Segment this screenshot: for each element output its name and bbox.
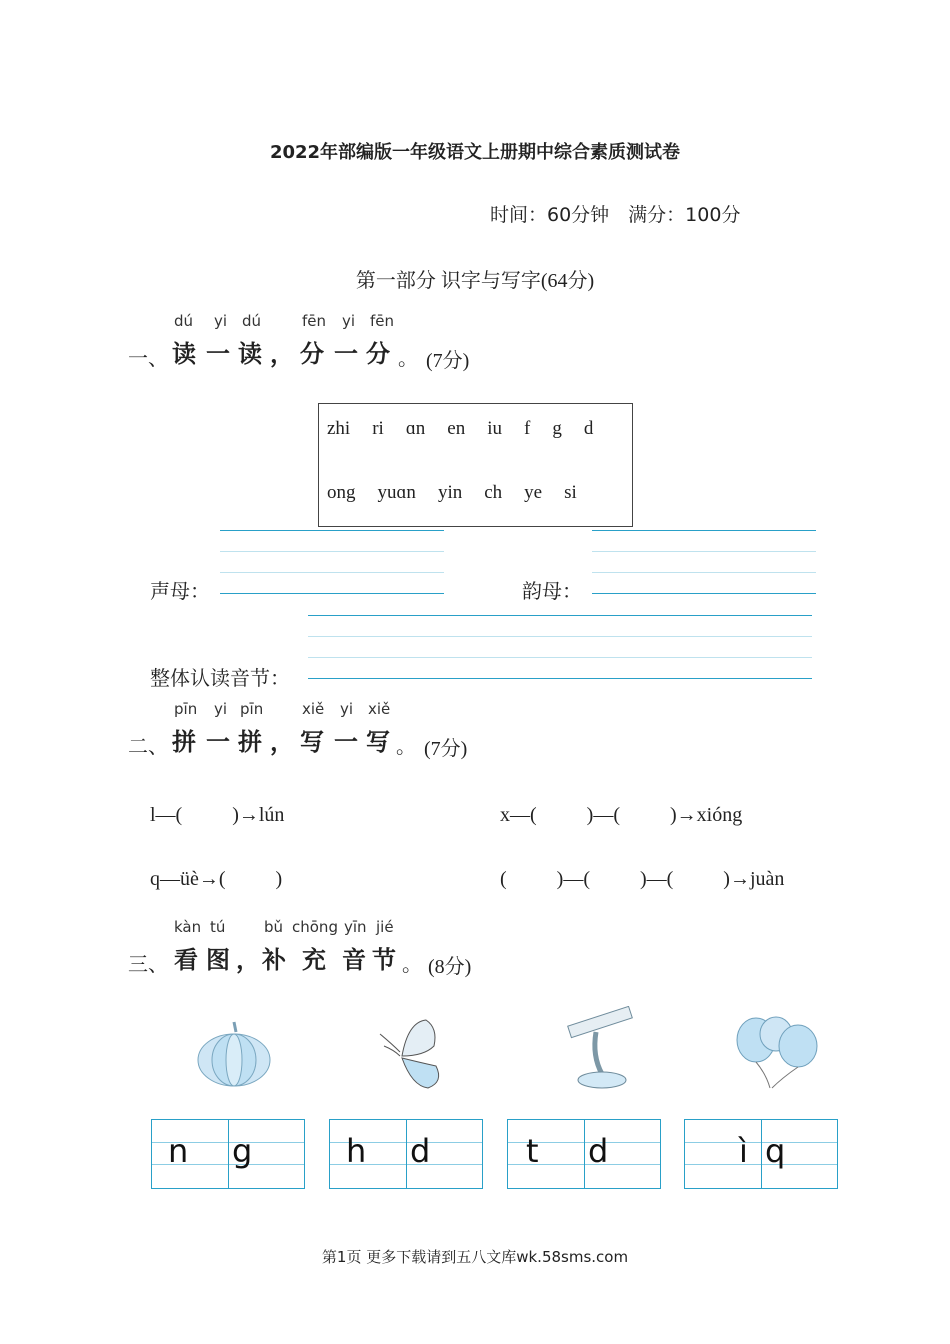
part-heading: 第一部分 识字与写字(64分) [355, 270, 595, 292]
writing-lines-shengmu[interactable] [220, 530, 444, 614]
question-number: 二、 [128, 734, 168, 758]
pinyin: dú [174, 312, 194, 330]
exercise-lun[interactable]: l—( )→lún [150, 804, 285, 826]
label-zhengti: 整体认读音节： [150, 666, 290, 690]
pumpkin-image [194, 1018, 274, 1090]
points: (7分) [426, 350, 470, 372]
pinyin: yi [214, 312, 228, 330]
desk-lamp-image [566, 1006, 636, 1090]
pinyin-grid[interactable]: h d [329, 1119, 483, 1189]
syllable-box: zhi ri ɑn en iu f g d ong yuɑn yin ch ye si [318, 403, 633, 527]
question-number: 一、 [128, 346, 168, 370]
label-yunmu: 韵母： [522, 579, 582, 603]
writing-lines-yunmu[interactable] [592, 530, 816, 614]
exercise-xiong[interactable]: x—( )—( )→xióng [500, 804, 743, 826]
points: (8分) [428, 956, 472, 978]
writing-lines-zhengti[interactable] [308, 615, 812, 699]
page-footer: 第1页 更多下载请到五八文库wk.58sms.com [321, 1248, 629, 1266]
exercise-juan[interactable]: ( )—( )—( )→juàn [500, 868, 785, 890]
butterfly-image [378, 1016, 452, 1092]
exercise-que[interactable]: q—üè→( ) [150, 868, 283, 890]
pinyin-grid[interactable]: n g [151, 1119, 305, 1189]
points: (7分) [424, 738, 468, 760]
question-number: 三、 [128, 952, 168, 976]
balloons-image [734, 1016, 820, 1090]
time-score-info: 时间：60分钟 满分：100分 [490, 204, 741, 226]
pinyin-grid[interactable]: ì q [684, 1119, 838, 1189]
pinyin: yi [342, 312, 356, 330]
exam-title: 2022年部编版一年级语文上册期中综合素质测试卷 [269, 142, 681, 163]
pinyin: fēn [370, 312, 395, 330]
label-shengmu: 声母： [150, 579, 210, 603]
pinyin: fēn [302, 312, 327, 330]
pinyin-grid[interactable]: t d [507, 1119, 661, 1189]
pinyin: dú [242, 312, 262, 330]
